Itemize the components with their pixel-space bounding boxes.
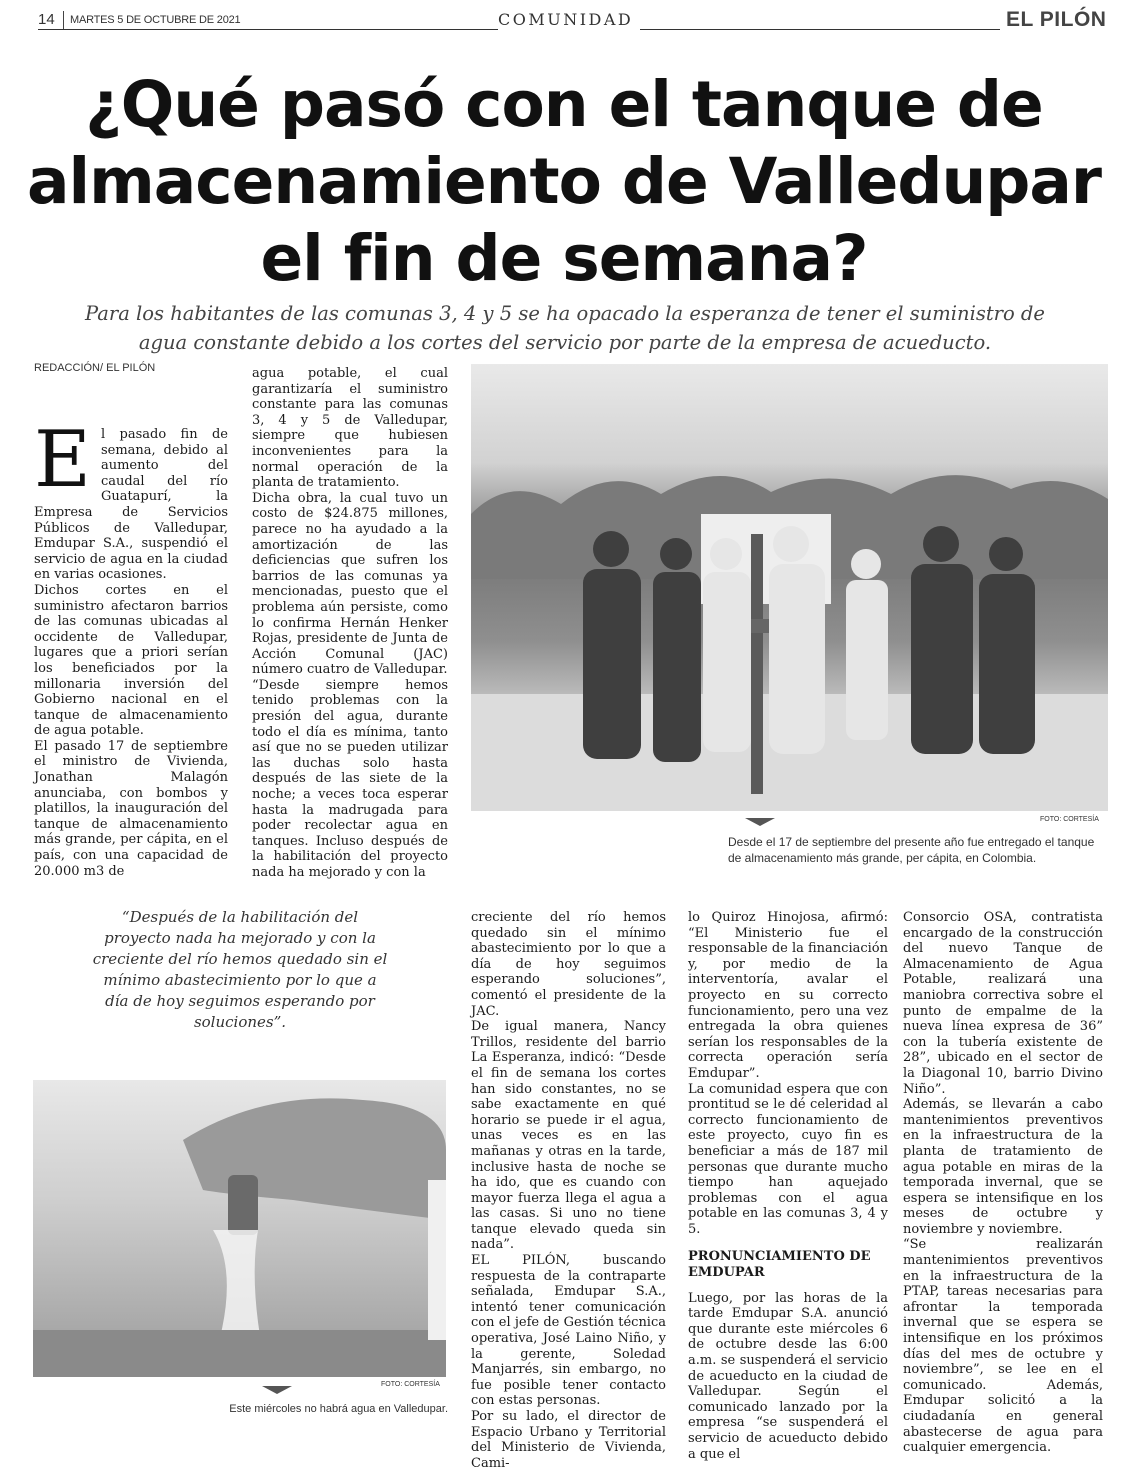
section-subtitle: PRONUNCIAMIENTO DE EMDUPAR xyxy=(688,1249,871,1281)
article-subheadline xyxy=(30,299,1100,357)
tap-water-photo xyxy=(33,1080,446,1377)
article-headline xyxy=(0,66,1128,297)
issue-date: MARTES 5 DE OCTUBRE DE 2021 xyxy=(70,14,241,26)
article-column-4 xyxy=(688,910,888,1462)
paragraph: Además, se llevarán a cabo mantenimientos preventivos en la infraestructura de la planta de tratamiento de agua potable en miras de la temporada invernal, que se espera se intensifique en los meses de octubre y noviembre y noviembre. xyxy=(903,1097,1103,1237)
article-column-1 xyxy=(34,415,228,879)
newspaper-logo: EL PILÓN xyxy=(1006,8,1107,31)
article-column-3 xyxy=(471,910,666,1471)
photo-illustration xyxy=(471,364,1108,811)
article-column-5 xyxy=(903,910,1103,1456)
pull-quote: “Después de la habilitación del proyecto nada ha mejorado y con la creciente del río hemos quedado sin el mínimo abastecimiento por lo que a día de hoy seguimos esperando por soluciones”. xyxy=(92,908,388,1031)
headline-line: el fin de semana? xyxy=(260,222,868,295)
paragraph: Dicha obra, la cual tuvo un costo de $24.875 millones, parece no ha ayudado a la amortización de las deficiencias que sufren los barrios de las comunas ya mencionadas, puesto que el problema aún persiste, como lo confirma Hernán Henker Rojas, presidente de Junta de Acción Comunal (JAC) número cuatro de Valledupar. xyxy=(252,490,448,678)
paragraph xyxy=(34,415,228,583)
drop-cap: E xyxy=(34,415,91,505)
paragraph: agua potable, el cual garantizaría el suministro constante para las comunas 3, 4 y 5 de Valledupar, siempre que hubiesen inconvenientes para la normal operación de la planta de tratamiento. xyxy=(252,366,448,491)
section-name: COMUNIDAD xyxy=(498,10,634,29)
caption-pointer-icon xyxy=(262,1386,292,1394)
header-rule-left xyxy=(38,29,498,30)
photo-caption: Este miércoles no habrá agua en Valledupar. xyxy=(229,1403,448,1415)
paragraph: La comunidad espera que con prontitud se le dé celeridad al correcto funcionamiento de este proyecto, cuyo fin es beneficiar a más de 187 mil personas que durante mucho tiempo han aquejado problemas con el agua potable en las comunas 3, 4 y 5. xyxy=(688,1081,888,1237)
paragraph-text: l pasado fin de semana, debido al aumento del caudal del río Guatapurí, la Empresa de Servicios Públicos de Valledupar, Emdupar S.A., suspendió el servicio de agua en la ciudad en varias ocasiones. xyxy=(34,427,228,583)
photo-credit: FOTO: CORTESÍA xyxy=(381,1381,440,1388)
paragraph: Por su lado, el director de Espacio Urbano y Territorial del Ministerio de Vivienda, Cami- xyxy=(471,1409,666,1471)
photo-caption: Desde el 17 de septiembre del presente año fue entregado el tanque de almacenamiento más grande, per cápita, en Colombia. xyxy=(728,835,1095,865)
paragraph: De igual manera, Nancy Trillos, residente del barrio La Esperanza, indicó: “Desde el fin de semana los cortes han sido constantes, no se sabe exactamente en qué horario se puede ir el agua, unas veces es en las mañanas y otras en la tarde, inclusive hasta de noche se ha ido, que es cuando con mayor fuerza llega el agua a las casas. Si uno no tiene tanque elevado queda sin nada”. xyxy=(471,1019,666,1253)
subhead-line: Para los habitantes de las comunas 3, 4 y 5 se ha opacado la esperanza de tener el suministro de xyxy=(85,302,1045,325)
paragraph: Consorcio OSA, contratista encargado de la construcción del nuevo Tanque de Almacenamiento de Agua Potable, realizará una maniobra correctiva sobre el punto de empalme de la nueva línea expresa de 36” con la tubería existente de 28”, ubicado en el sector de la Diagonal 10, barrio Divino Niño”. xyxy=(903,910,1103,1097)
page-header xyxy=(0,0,1128,40)
caption-pointer-icon xyxy=(745,818,775,826)
paragraph: creciente del río hemos quedado sin el mínimo abastecimiento por lo que a día de hoy seguimos esperando soluciones”, comentó el presidente de la JAC. xyxy=(471,910,666,1019)
page-number: 14 xyxy=(38,11,55,28)
paragraph: EL PILÓN, buscando respuesta de la contraparte señalada, Emdupar S.A., intentó tener comunicación con el jefe de Gestión técnica operativa, José Laino Niño, y la gerente, Soledad Manjarrés, sin embargo, no fue posible tener contacto con estas personas. xyxy=(471,1253,666,1409)
header-rule-right xyxy=(640,29,1000,30)
tank-inauguration-photo xyxy=(471,364,1108,811)
photo-illustration xyxy=(33,1080,446,1377)
byline: REDACCIÓN/ EL PILÓN xyxy=(34,362,156,374)
paragraph: “Se realizarán mantenimientos preventivos en la infraestructura de la PTAP, tareas necesarias para afrontar la temporada invernal que se espera se intensifique en los próximos días del mes de octubre y noviembre”, se lee en el comunicado. Además, Emdupar solicitó a la ciudadanía en general abastecerse de agua para cualquier emergencia. xyxy=(903,1237,1103,1456)
photo-credit: FOTO: CORTESÍA xyxy=(1040,816,1099,823)
article-column-2 xyxy=(252,366,448,881)
header-divider xyxy=(63,11,64,29)
subhead-line: agua constante debido a los cortes del servicio por parte de la empresa de acueducto. xyxy=(138,331,992,354)
paragraph: lo Quiroz Hinojosa, afirmó: “El Ministerio fue el responsable de la financiación y, por medio de la interventoría, avalar el proyecto en su correcto funcionamiento, pero una vez entregada la obra quienes serían los responsables de la correcta operación sería Emdupar”. xyxy=(688,910,889,1081)
headline-line: almacenamiento de Valledupar xyxy=(27,145,1101,218)
headline-line: ¿Qué pasó con el tanque de xyxy=(85,68,1043,141)
paragraph: El pasado 17 de septiembre el ministro de Vivienda, Jonathan Malagón anunciaba, con bombos y platillos, la inauguración del tanque de almacenamiento más grande, per cápita, en el país, con una capacidad de 20.000 m3 de xyxy=(34,738,228,879)
paragraph: Dichos cortes en el suministro afectaron barrios de las comunas ubicadas al occidente de Valledupar, lugares que a priori serían los beneficiados por la millonaria inversión del Gobierno nacional en el tanque de almacenamiento de agua potable. xyxy=(34,582,228,739)
paragraph: Luego, por las horas de la tarde Emdupar S.A. anunció que durante este miércoles 6 de octubre desde las 6:00 a.m. se suspenderá el servicio de acueducto en la ciudad de Valledupar. Según el comunicado lanzado por la empresa “se suspenderá el servicio de acueducto debido a que el xyxy=(688,1290,888,1462)
paragraph: “Desde siempre hemos tenido problemas con la presión del agua, durante todo el día es mínima, tanto así que no se pueden utilizar las duchas solo hasta después de las siete de la noche; a veces toca esperar hasta la madrugada para poder recolectar agua en tanques. Incluso después de la habilitación del proyecto nada ha mejorado y con la xyxy=(252,677,448,880)
